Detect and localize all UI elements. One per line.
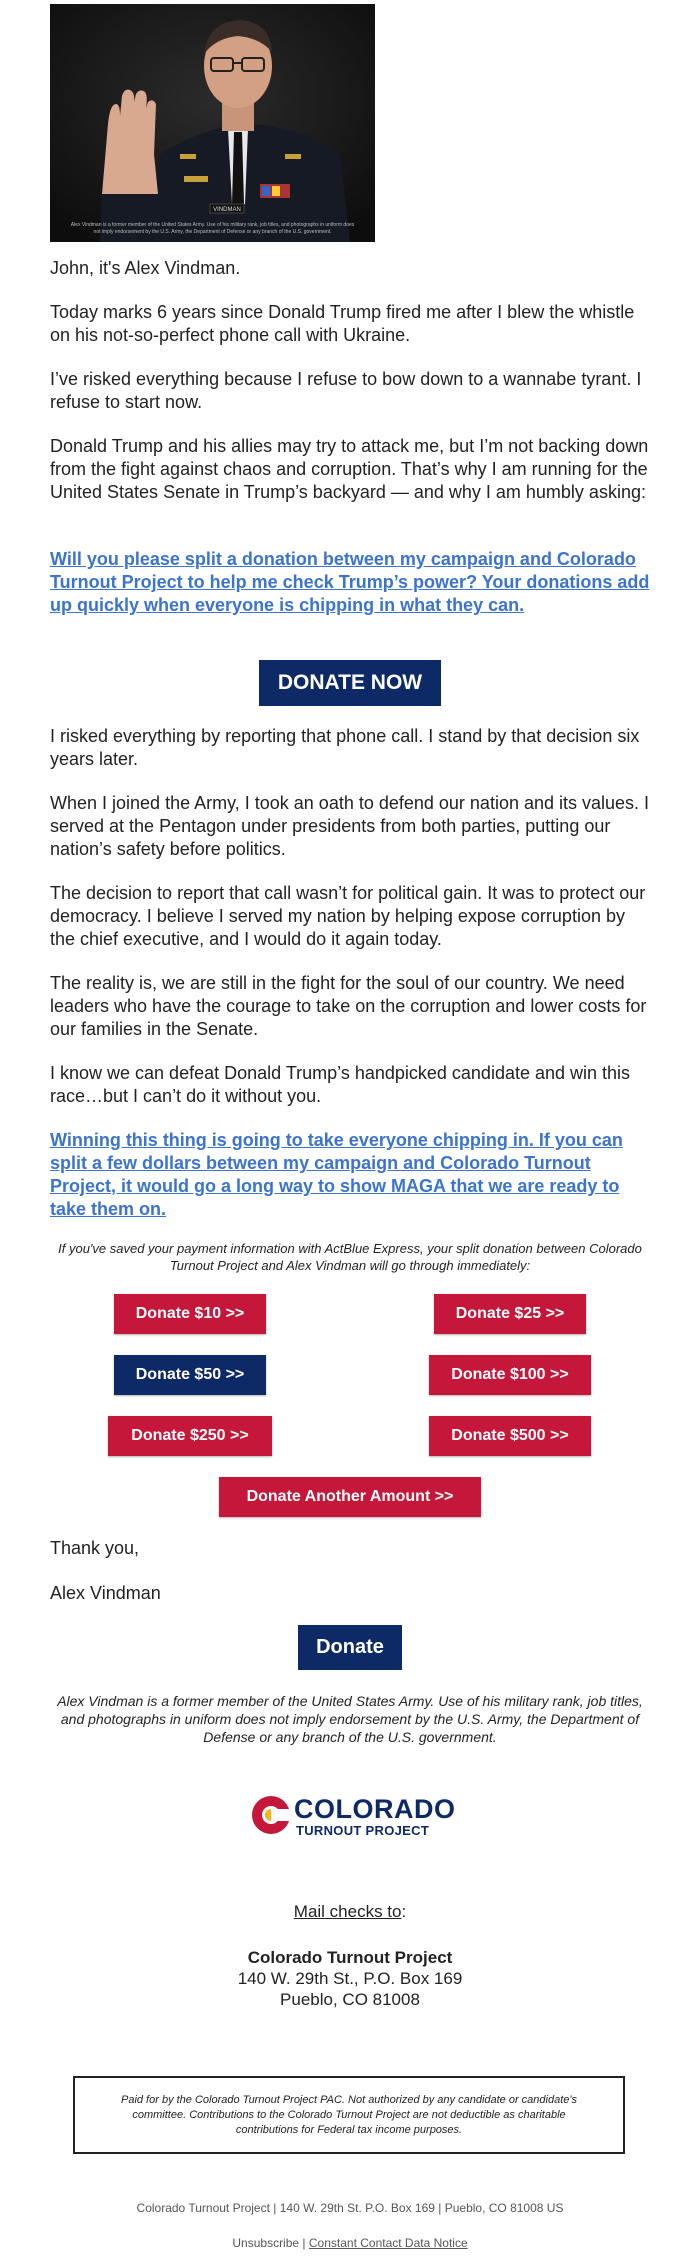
logo-text-bottom: TURNOUT PROJECT xyxy=(296,1823,430,1838)
footer-separator: | xyxy=(299,2236,309,2250)
paragraph-5: When I joined the Army, I took an oath to defend our nation and its values. I served at the Pentagon under presidents from both parties, putting our nation’s safety before politics. xyxy=(50,793,650,859)
paragraph-3: Donald Trump and his allies may try to attack me, but I’m not backing down from the fight against chaos and corruption. That’s why I am running for the United States Senate in Trump’s backyard — and why I am humbly asking: xyxy=(50,436,649,502)
paid-for-box xyxy=(73,2076,625,2154)
paragraph-4: I risked everything by reporting that phone call. I stand by that decision six years later. xyxy=(50,726,640,769)
win-donation-link[interactable]: Winning this thing is going to take everyone chipping in. If you can split a few dollars between my campaign and Colorado Turnout Project, it would go a long way to show MAGA that we are ready to take them on. xyxy=(50,1130,623,1219)
paragraph-6: The decision to report that call wasn’t for political gain. It was to protect our democracy. I believe I served my nation by helping expose corruption by the chief executive, and I would do it again today. xyxy=(50,883,646,949)
donate-10-button[interactable]: Donate $10 >> xyxy=(114,1294,266,1334)
donate-50-button[interactable]: Donate $50 >> xyxy=(114,1355,266,1395)
unsubscribe-link[interactable]: Unsubscribe xyxy=(232,2236,300,2250)
portrait-illustration xyxy=(50,4,375,242)
mail-checks-colon: : xyxy=(401,1902,407,1921)
ask-paragraph xyxy=(50,548,650,617)
signoff-name: Alex Vindman xyxy=(50,1583,161,1603)
mail-address-line2: Pueblo, CO 81008 xyxy=(280,1990,420,2009)
donate-now-button[interactable]: DONATE NOW xyxy=(259,660,441,706)
footer-address: Colorado Turnout Project | 140 W. 29th St. P.O. Box 169 | Pueblo, CO 81008 US xyxy=(136,2201,564,2215)
hero-photo xyxy=(50,4,375,242)
paragraph-1: Today marks 6 years since Donald Trump fired me after I blew the whistle on his not-so-perfect phone call with Ukraine. xyxy=(50,302,635,345)
logo-text-top: COLORADO xyxy=(294,1794,456,1824)
colorado-c-icon xyxy=(250,1794,292,1836)
military-disclaimer: Alex Vindman is a former member of the United States Army. Use of his military rank, job titles, and photographs in uniform does not imply endorsement by the U.S. Army, the Department of Defense or any branch of the U.S. government. xyxy=(57,1693,643,1745)
mail-org: Colorado Turnout Project xyxy=(247,1948,453,1967)
photo-caption: Alex Vindman is a former member of the United States Army. Use of his military rank, job titles, and photographs in uniform does not imply endorsement by the U.S. Army, the Department of Defense or any branch of the U.S. government. xyxy=(70,222,355,235)
mail-checks-line xyxy=(50,1901,650,1922)
actblue-express-note: If you've saved your payment information with ActBlue Express, your split donation between Colorado Turnout Project and Alex Vindman will go through immediately: xyxy=(58,1241,642,1273)
mail-checks-label: Mail checks to xyxy=(293,1902,402,1921)
colorado-turnout-project-logo xyxy=(250,1790,456,1840)
ask-donation-link[interactable]: Will you please split a donation between my campaign and Colorado Turnout Project to help me check Trump’s power? Your donations add up quickly when everyone is chipping in what they can. xyxy=(50,549,650,615)
donate-button[interactable]: Donate xyxy=(298,1625,402,1670)
donate-100-button[interactable]: Donate $100 >> xyxy=(429,1355,591,1395)
donate-25-button[interactable]: Donate $25 >> xyxy=(434,1294,586,1334)
donate-250-button[interactable]: Donate $250 >> xyxy=(108,1416,272,1456)
win-paragraph xyxy=(50,1129,650,1221)
mail-address-line1: 140 W. 29th St., P.O. Box 169 xyxy=(237,1969,463,1988)
data-notice-link[interactable]: Constant Contact Data Notice xyxy=(308,2236,468,2250)
greeting: John, it's Alex Vindman. xyxy=(50,258,241,278)
paragraph-7: The reality is, we are still in the fight for the soul of our country. We need leaders who have the courage to take on the corruption and lower costs for our families in the Senate. xyxy=(50,973,647,1039)
paragraph-2: I’ve risked everything because I refuse to bow down to a wannabe tyrant. I refuse to start now. xyxy=(50,369,642,412)
paid-for-text: Paid for by the Colorado Turnout Project PAC. Not authorized by any candidate or candidate's committee. Contributions to the Colorado Turnout Project are not deductible as charitable contributions for Federal tax income purposes. xyxy=(120,2093,577,2136)
paragraph-8: I know we can defeat Donald Trump’s handpicked candidate and win this race…but I can’t do it without you. xyxy=(50,1063,631,1106)
footer-links xyxy=(50,2236,650,2250)
nameplate-text: VINDMAN xyxy=(213,207,241,213)
donate-500-button[interactable]: Donate $500 >> xyxy=(429,1416,591,1456)
signoff-thanks: Thank you, xyxy=(50,1538,140,1558)
donate-another-amount-button[interactable]: Donate Another Amount >> xyxy=(219,1477,481,1517)
